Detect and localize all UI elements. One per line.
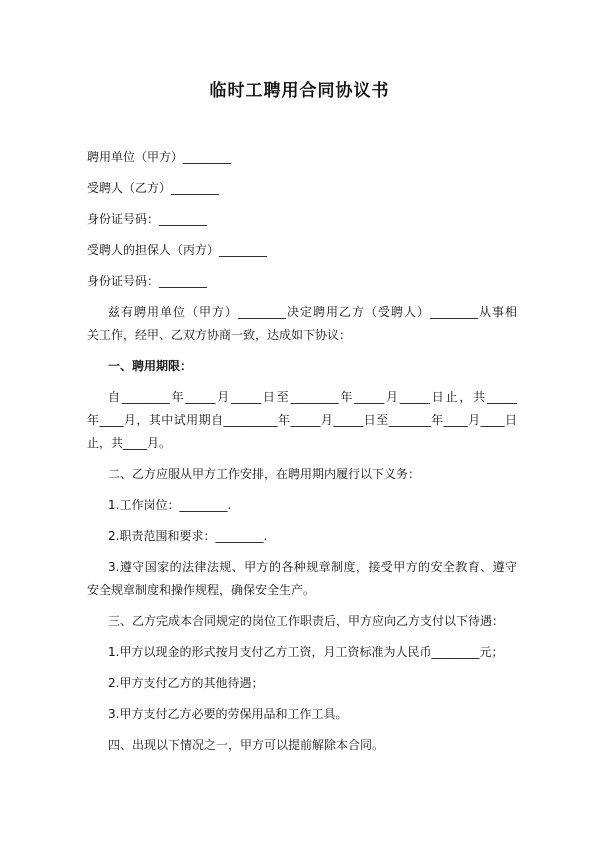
benefit-item-3: 3.甲方支付乙方必要的劳保用品和工作工具。 (108, 707, 348, 721)
term-line-3: 止，共____月。 (87, 436, 172, 450)
duty-item-2: 2.职责范围和要求：________. (108, 529, 268, 543)
term-line-2: 年____月，其中试用期自_________年_____月_____日至_______年____月____日 (87, 413, 517, 427)
employee-id-line: 身份证号码：________ (87, 212, 208, 226)
benefit-item-1: 1.甲方以现金的形式按月支付乙方工资，月工资标准为人民币________元； (108, 645, 504, 659)
section-1-heading: 一、聘用期限： (108, 359, 193, 373)
section-2-heading: 二、乙方应服从甲方工作安排，在聘用期内履行以下义务： (108, 467, 421, 481)
preamble-line-2: 关工作，经甲、乙双方协商一致，达成如下协议： (87, 328, 352, 342)
section-3-heading: 三、乙方完成本合同规定的岗位工作职责后，甲方应向乙方支付以下待遇： (108, 614, 505, 628)
document-title: 临时工聘用合同协议书 (209, 81, 390, 101)
preamble-line-1: 兹有聘用单位（甲方）________决定聘用乙方（受聘人）________从事相 (108, 305, 517, 319)
duty-item-3-line-1: 3.遵守国家的法律法规、甲方的各种规章制度，接受甲方的安全教育、遵守 (108, 560, 517, 574)
duty-item-3-line-2: 安全规章制度和操作规程，确保安全生产。 (87, 583, 316, 597)
term-line-1: 自________年_____月_____日至________年_____月_____日止，共_____ (108, 390, 517, 404)
guarantor-line: 受聘人的担保人（丙方）________ (87, 243, 268, 257)
employee-line: 受聘人（乙方）________ (87, 181, 220, 195)
employer-line: 聘用单位（甲方）________ (87, 150, 232, 164)
duty-item-1: 1.工作岗位：________. (108, 498, 232, 512)
benefit-item-2: 2.甲方支付乙方的其他待遇； (108, 676, 264, 690)
section-4-heading: 四、出现以下情况之一，甲方可以提前解除本合同。 (108, 738, 385, 752)
guarantor-id-line: 身份证号码：________ (87, 274, 208, 288)
